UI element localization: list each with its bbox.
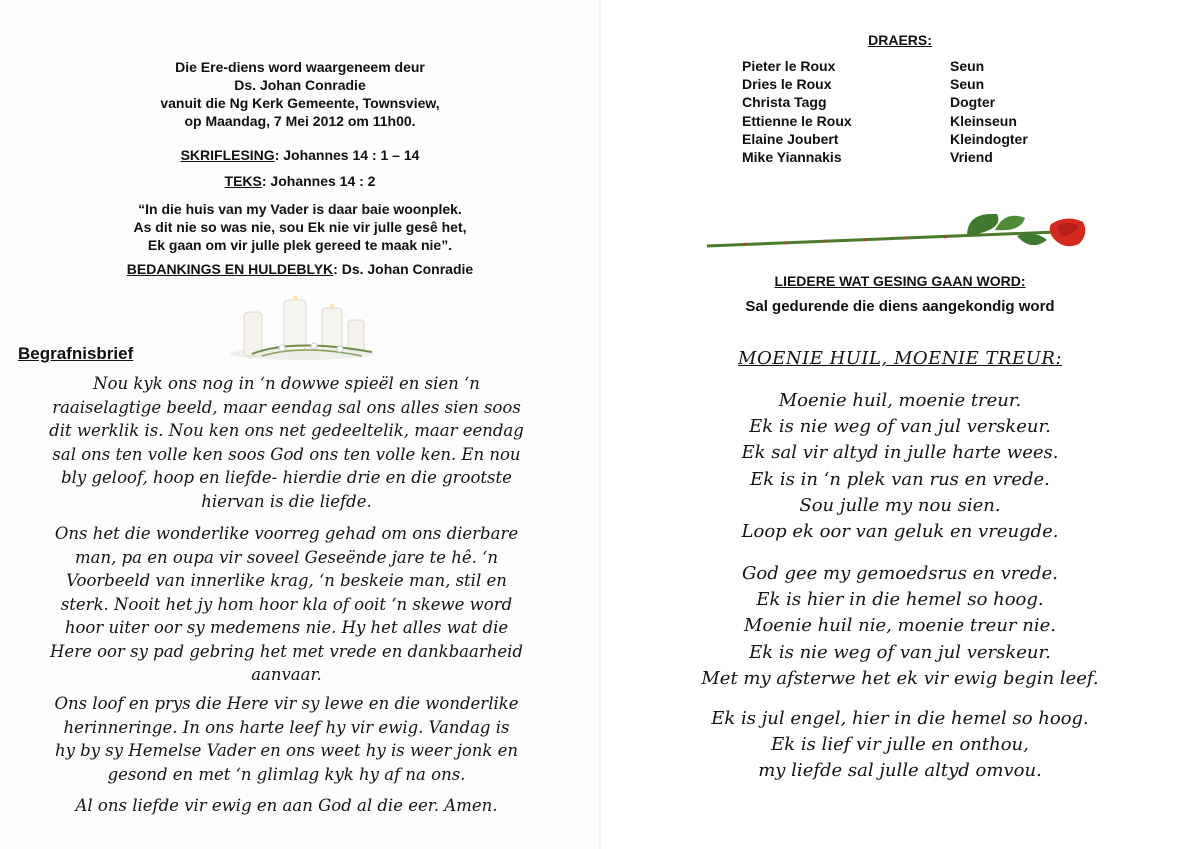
letter-line: Ons loof en prys die Here vir sy lewe en die wonderlike: [54, 694, 519, 713]
poem-line: Sou julle my nou sien.: [799, 494, 1001, 516]
letter-paragraph-4: [14, 794, 559, 818]
bearer-name: Ettienne le Roux: [742, 112, 852, 129]
text-label: TEKS: [224, 173, 262, 189]
candles-image: [222, 294, 382, 364]
service-date: op Maandag, 7 Mei 2012 om 11h00.: [184, 113, 416, 129]
letter-line: Al ons liefde vir ewig en aan God al die eer. Amen.: [75, 796, 498, 815]
poem-line: Loop ek oor van geluk en vreugde.: [741, 521, 1059, 543]
bearer-row: [742, 75, 1072, 93]
letter-paragraph-1: [14, 372, 559, 513]
bearer-relation: Kleindogter: [950, 130, 1028, 147]
poem-line: Ek sal vir altyd in julle harte wees.: [741, 442, 1059, 464]
bearer-row: [742, 57, 1072, 75]
poem-line: Moenie huil nie, moenie treur nie.: [744, 615, 1056, 637]
bearer-relation: Vriend: [950, 148, 993, 165]
letter-line: man, pa en oupa vir soveel Geseënde jare te hê. ‘n: [75, 547, 498, 567]
bearer-row: [742, 112, 1072, 130]
text-value: : Johannes 14 : 2: [261, 173, 376, 189]
letter-line: aanvaar.: [251, 665, 322, 684]
quote-line-2: As dit nie so was nie, sou Ek nie vir julle gesê het,: [133, 219, 467, 235]
sermon-text: [60, 172, 540, 190]
bearer-relation: Kleinseun: [950, 112, 1017, 129]
poem-stanza-3: [600, 706, 1200, 785]
letter-line: sal ons ten volle ken soos God ons ten volle ken. En nou: [52, 444, 521, 464]
service-info: [60, 58, 540, 130]
scripture-value: : Johannes 14 : 1 – 14: [274, 147, 420, 163]
bearer-relation: Seun: [950, 76, 985, 93]
letter-line: hoor uiter oor sy medemens nie. Hy het alles wat die: [64, 618, 509, 637]
bearer-row: [742, 93, 1072, 111]
bearer-row: [742, 148, 1072, 166]
letter-line: sterk. Nooit het jy hom hoor kla of ooit ‘n skewe word: [60, 594, 513, 614]
letter-line: Ons het die wonderlike voorreg gehad om ons dierbare: [54, 524, 519, 543]
bearer-relation: Dogter: [950, 94, 996, 111]
quote-line-1: “In die huis van my Vader is daar baie woonplek.: [138, 201, 462, 217]
poem-line: Ek is hier in die hemel so hoog.: [756, 589, 1044, 611]
thanks-tribute: [60, 260, 540, 278]
letter-line: hiervan is die liefde.: [201, 491, 372, 511]
poem-line: Ek is jul engel, hier in die hemel so hoog.: [711, 708, 1089, 729]
poem-line: Ek is in ‘n plek van rus en vrede.: [750, 468, 1050, 490]
bearer-name: Christa Tagg: [742, 94, 827, 111]
poem-line: God gee my gemoedsrus en vrede.: [742, 563, 1058, 584]
service-venue: vanuit die Ng Kerk Gemeente, Townsview,: [160, 95, 440, 111]
bearers-list: [742, 57, 1072, 166]
poem-line: Ek is nie weg of van jul verskeur.: [749, 641, 1051, 663]
thanks-value: : Ds. Johan Conradie: [333, 261, 474, 277]
letter-line: Nou kyk ons nog in ‘n dowwe spieël en sien ‘n: [93, 374, 480, 393]
poem-stanza-1: [600, 388, 1200, 545]
bearers-title: DRAERS:: [868, 32, 932, 48]
poem-line: Ek is lief vir julle en onthou,: [771, 734, 1029, 756]
rose-icon: [705, 210, 1090, 262]
scripture-reading: [60, 146, 540, 164]
scripture-label: SKRIFLESING: [180, 147, 275, 163]
songs-note: Sal gedurende die diens aangekondig word: [745, 298, 1055, 315]
bearer-relation: Seun: [950, 58, 985, 74]
bearer-row: [742, 130, 1072, 148]
poem-stanza-2: [600, 561, 1200, 692]
poem-line: Met my afsterwe het ek vir ewig begin leef.: [701, 667, 1099, 689]
poem-line: Moenie huil, moenie treur.: [778, 390, 1022, 411]
bearer-name: Pieter le Roux: [742, 58, 836, 74]
letter-paragraph-2: [14, 522, 559, 687]
letter-paragraph-3: [14, 692, 559, 786]
service-line-1: Die Ere-diens word waargeneem deur: [175, 59, 425, 75]
scripture-quote: [60, 200, 540, 254]
letter-line: gesond en met ‘n glimlag kyk hy af na ons.: [107, 764, 466, 784]
letter-line: bly geloof, hoop en liefde- hierdie drie en die grootste: [61, 468, 512, 487]
letter-line: hy by sy Hemelse Vader en ons weet hy is weer jonk en: [54, 741, 519, 760]
bearer-name: Mike Yiannakis: [742, 148, 842, 165]
poem-line: my liefde sal julle altyd omvou.: [758, 760, 1042, 782]
letter-line: raaiselagtige beeld, maar eendag sal ons alles sien soos: [52, 397, 521, 417]
letter-line: Here oor sy pad gebring het met vrede en dankbaarheid: [50, 641, 523, 661]
letter-title: Begrafnisbrief: [18, 344, 134, 363]
songs-title: LIEDERE WAT GESING GAAN WORD:: [774, 273, 1026, 289]
quote-line-3: Ek gaan om vir julle plek gereed te maak nie”.: [147, 237, 453, 253]
letter-line: herinneringe. In ons harte leef hy vir ewig. Vandag is: [63, 717, 510, 737]
letter-line: dit werklik is. Nou ken ons net gedeeltelik, maar eendag: [49, 421, 524, 440]
service-minister: Ds. Johan Conradie: [234, 77, 366, 93]
poem-title: MOENIE HUIL, MOENIE TREUR:: [738, 348, 1062, 369]
bearer-name: Elaine Joubert: [742, 130, 839, 147]
poem-line: Ek is nie weg of van jul verskeur.: [749, 416, 1051, 438]
letter-line: Voorbeeld van innerlike krag, ‘n beskeie man, stil en: [66, 571, 507, 590]
thanks-label: BEDANKINGS EN HULDEBLYK: [126, 261, 334, 277]
bearer-name: Dries le Roux: [742, 76, 832, 93]
